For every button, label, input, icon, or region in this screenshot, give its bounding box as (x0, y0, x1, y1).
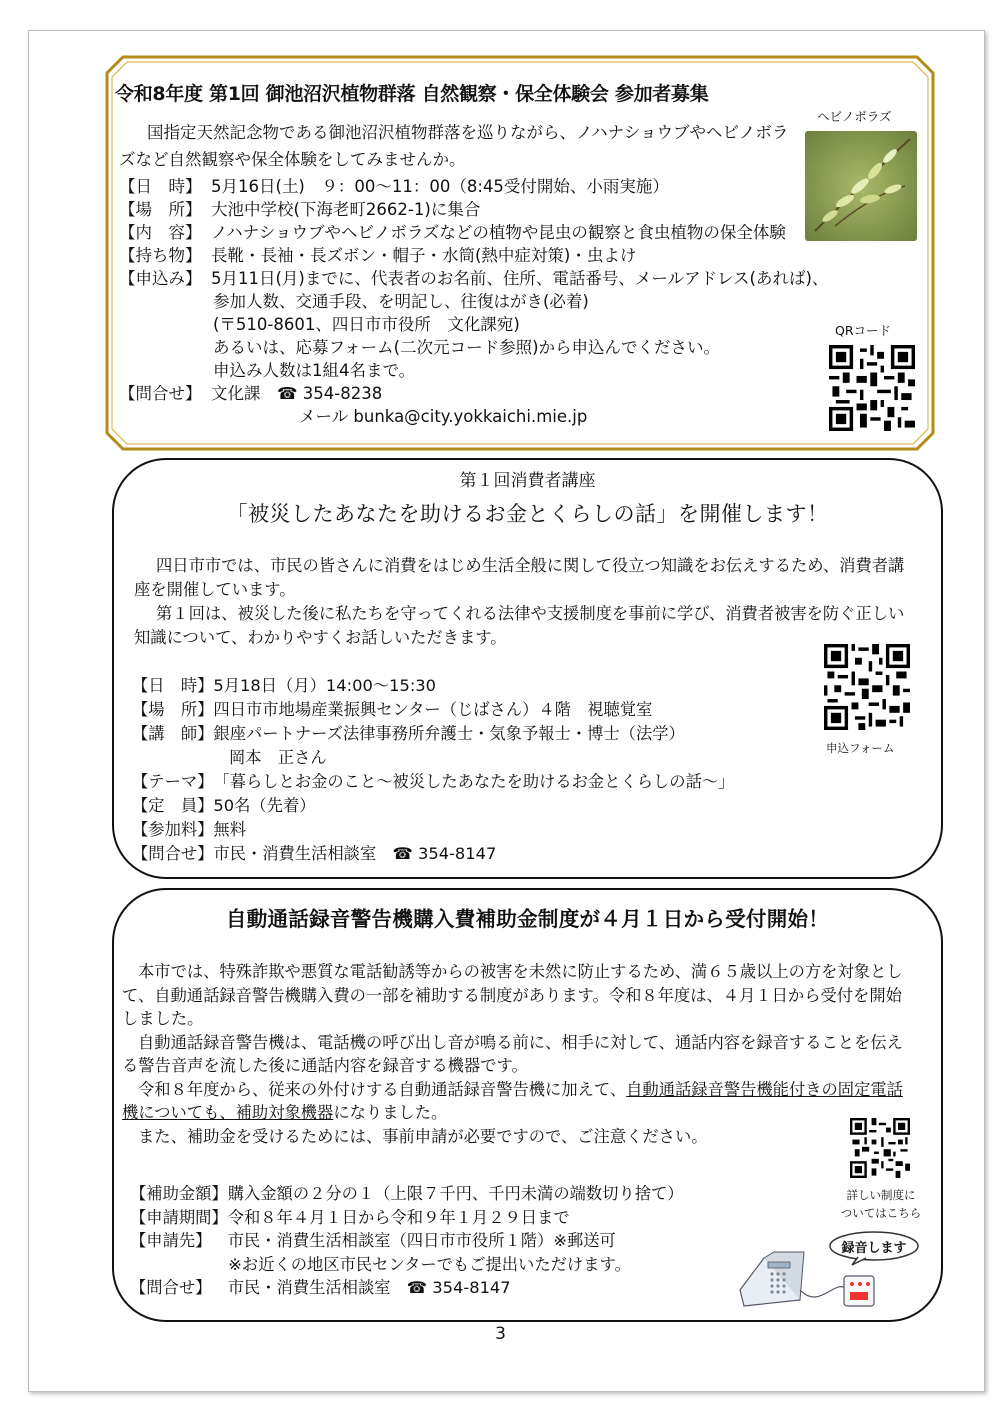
qr-caption (826, 1186, 936, 1222)
lecture-para-1: 四日市市では、市民の皆さんに消費をはじめ生活全般に関して役立つ知識をお伝えするため、消費者講座を開催しています。 (134, 556, 905, 599)
subsidy-para-1: 本市では、特殊詐欺や悪質な電話勧誘等からの被害を未然に防止するため、満６５歳以上の方を対象として、自動通話録音警告機購入費の一部を補助する制度があります。令和８年度は、４月１日から受付を開始しました。 (122, 962, 903, 1028)
subsidy-details (130, 1182, 684, 1300)
row-content: 市民・消費生活相談室 ☎ 354-8147 (211, 1278, 511, 1297)
subsidy-title: 自動通話録音警告機購入費補助金制度が４月１日から受付開始！ (225, 907, 830, 931)
row-content: 購入金額の２分の１（上限７千円、千円未満の端数切り捨て） (227, 1184, 684, 1203)
row-label: 【問合せ】 (119, 384, 202, 403)
recorder-phone-icon (734, 1250, 904, 1314)
row-label: 【日 時】 (119, 177, 202, 196)
para3-text: になりました。 (333, 1103, 448, 1122)
row-label: 【持ち物】 (119, 246, 202, 265)
apply-line: あるいは、応募フォーム(二次元コード参照)から申込んでください。 (213, 338, 721, 357)
nature-event-details (119, 175, 828, 428)
detail-row (132, 698, 734, 722)
inquiry-mail[interactable]: メール bunka@city.yokkaichi.mie.jp (299, 407, 588, 426)
detail-row (132, 674, 734, 698)
subsidy-para-4: また、補助金を受けるためには、事前申請が必要ですので、ご注意ください。 (138, 1126, 708, 1146)
row-content: ※お近くの地区市民センターでもご提出いただけます。 (212, 1254, 631, 1274)
row-label: 【申込み】 (119, 269, 202, 288)
lecture-details (132, 674, 734, 866)
row-content: 50名（先着） (213, 796, 316, 815)
detail-row (132, 770, 734, 794)
qr-label: QRコード (835, 323, 892, 338)
detail-row-place (119, 198, 828, 221)
apply-line: (〒510-8601、四日市市役所 文化課宛) (213, 315, 520, 334)
subsidy-para-2: 自動通話録音警告機は、電話機の呼び出し音が鳴る前に、相手に対して、通話内容を録音することを伝える警告音声を流した後に通話内容を録音する機器です。 (122, 1032, 903, 1075)
nature-event-intro: 国指定天然記念物である御池沼沢植物群落を巡りながら、ノハナショウブやヘビノボラズなど自然観察や保全体験をしてみませんか。 (119, 123, 789, 169)
row-content: 四日市市地場産業振興センター（じばさん）４階 視聴覚室 (213, 700, 653, 719)
row-content: 市民・消費生活相談室（四日市市役所１階）※郵送可 (211, 1231, 616, 1250)
row-label: 【場 所】 (132, 700, 214, 719)
row-label: 【日 時】 (132, 676, 214, 695)
row-content: ノハナショウブやヘビノボラズなどの植物や昆虫の観察と食虫植物の保全体験 (211, 223, 786, 242)
detail-row (130, 1182, 684, 1206)
row-label: 【申請期間】 (130, 1207, 228, 1227)
detail-row-belongings (119, 244, 828, 267)
row-label: 【内 容】 (119, 223, 202, 242)
detail-row (130, 1253, 684, 1277)
lecture-title: 「被災したあなたを助けるお金とくらしの話」を開催します！ (226, 502, 829, 526)
detail-row-content (119, 221, 828, 244)
row-content: 岡本 正さん (229, 748, 327, 767)
row-content: 「暮らしとお金のこと～被災したあなたを助けるお金とくらしの話～」 (213, 772, 735, 791)
row-content: 文化課 ☎ 354-8238 (211, 384, 383, 403)
detail-row-date (119, 175, 828, 198)
lecture-body (134, 554, 914, 650)
nature-event-title: 令和8年度 第1回 御池沼沢植物群落 自然観察・保全体験会 参加者募集 (115, 83, 709, 105)
detail-row (130, 1229, 684, 1253)
detail-row (130, 1206, 684, 1230)
para3-underlined: 自動通話録音警告機能付きの固定電話機についても、補助対象機器 (122, 1079, 903, 1122)
apply-line: 申込み人数は1組4名まで。 (213, 361, 416, 380)
qr-caption-line: 詳しい制度に (846, 1188, 916, 1202)
row-label: 【参加料】 (132, 820, 214, 839)
photo-caption: ヘビノボラズ (817, 109, 892, 124)
row-content: 市民・消費生活相談室 ☎ 354-8147 (213, 844, 497, 863)
para3-text: 令和８年度から、従来の外付けする自動通話録音警告機に加えて、 (138, 1079, 627, 1099)
row-content: 令和８年４月１日から令和９年１月２９日まで (227, 1207, 570, 1227)
row-label: 【場 所】 (119, 200, 202, 219)
detail-row-apply (119, 267, 828, 290)
row-content: 5月16日(土) ９：00～11：00（8:45受付開始、小雨実施） (211, 177, 669, 196)
row-content: 長靴・長袖・長ズボン・帽子・水筒(熱中症対策)・虫よけ (211, 246, 637, 265)
lecture-para-2: 第１回は、被災した後に私たちを守ってくれる法律や支援制度を事前に学び、消費者被害を防ぐ正しい知識について、わかりやすくお話しいただきます。 (134, 604, 905, 647)
detail-row (132, 794, 734, 818)
qr-caption: 申込フォーム (826, 741, 895, 755)
row-label: 【問合せ】 (130, 1278, 212, 1297)
row-label: 【講 師】 (132, 724, 214, 743)
detail-row (132, 722, 734, 746)
row-content: 無料 (213, 820, 246, 839)
subsidy-para-3 (122, 1078, 917, 1125)
detail-row (132, 842, 734, 866)
subsidy-body (122, 960, 917, 1148)
row-content: 5月18日（月）14:00～15:30 (213, 676, 437, 695)
row-content: 銀座パートナーズ法律事務所弁護士・気象予報士・博士（法学） (213, 724, 685, 743)
subsidy-section (112, 888, 943, 1322)
row-label: 【問合せ】 (132, 844, 214, 863)
bubble-text: 録音します (841, 1241, 907, 1256)
detail-row (130, 1276, 684, 1300)
apply-line: 参加人数、交通手段、を明記し、往復はがき(必着) (213, 292, 589, 311)
lecture-heading: 第１回消費者講座 (459, 471, 596, 491)
qr-caption-line: ついてはこちら (840, 1206, 922, 1220)
row-label: 【申請先】 (130, 1231, 212, 1250)
row-content: 5月11日(月)までに、代表者のお名前、住所、電話番号、メールアドレス(あれば)、 (211, 269, 829, 288)
application-form-qr-code[interactable] (824, 644, 910, 730)
subsidy-info-qr-code[interactable] (850, 1118, 910, 1178)
row-label: 【補助金額】 (130, 1184, 228, 1203)
page-number: 3 (495, 1324, 506, 1344)
qr-code[interactable] (829, 345, 915, 431)
detail-row-inquiry (119, 382, 828, 405)
row-content: 大池中学校(下海老町2662-1)に集合 (211, 200, 481, 219)
row-label: 【テーマ】 (132, 772, 214, 791)
nature-event-section (105, 55, 935, 451)
detail-row (132, 746, 734, 770)
consumer-lecture-section (112, 458, 943, 879)
detail-row (132, 818, 734, 842)
row-label: 【定 員】 (132, 796, 214, 815)
